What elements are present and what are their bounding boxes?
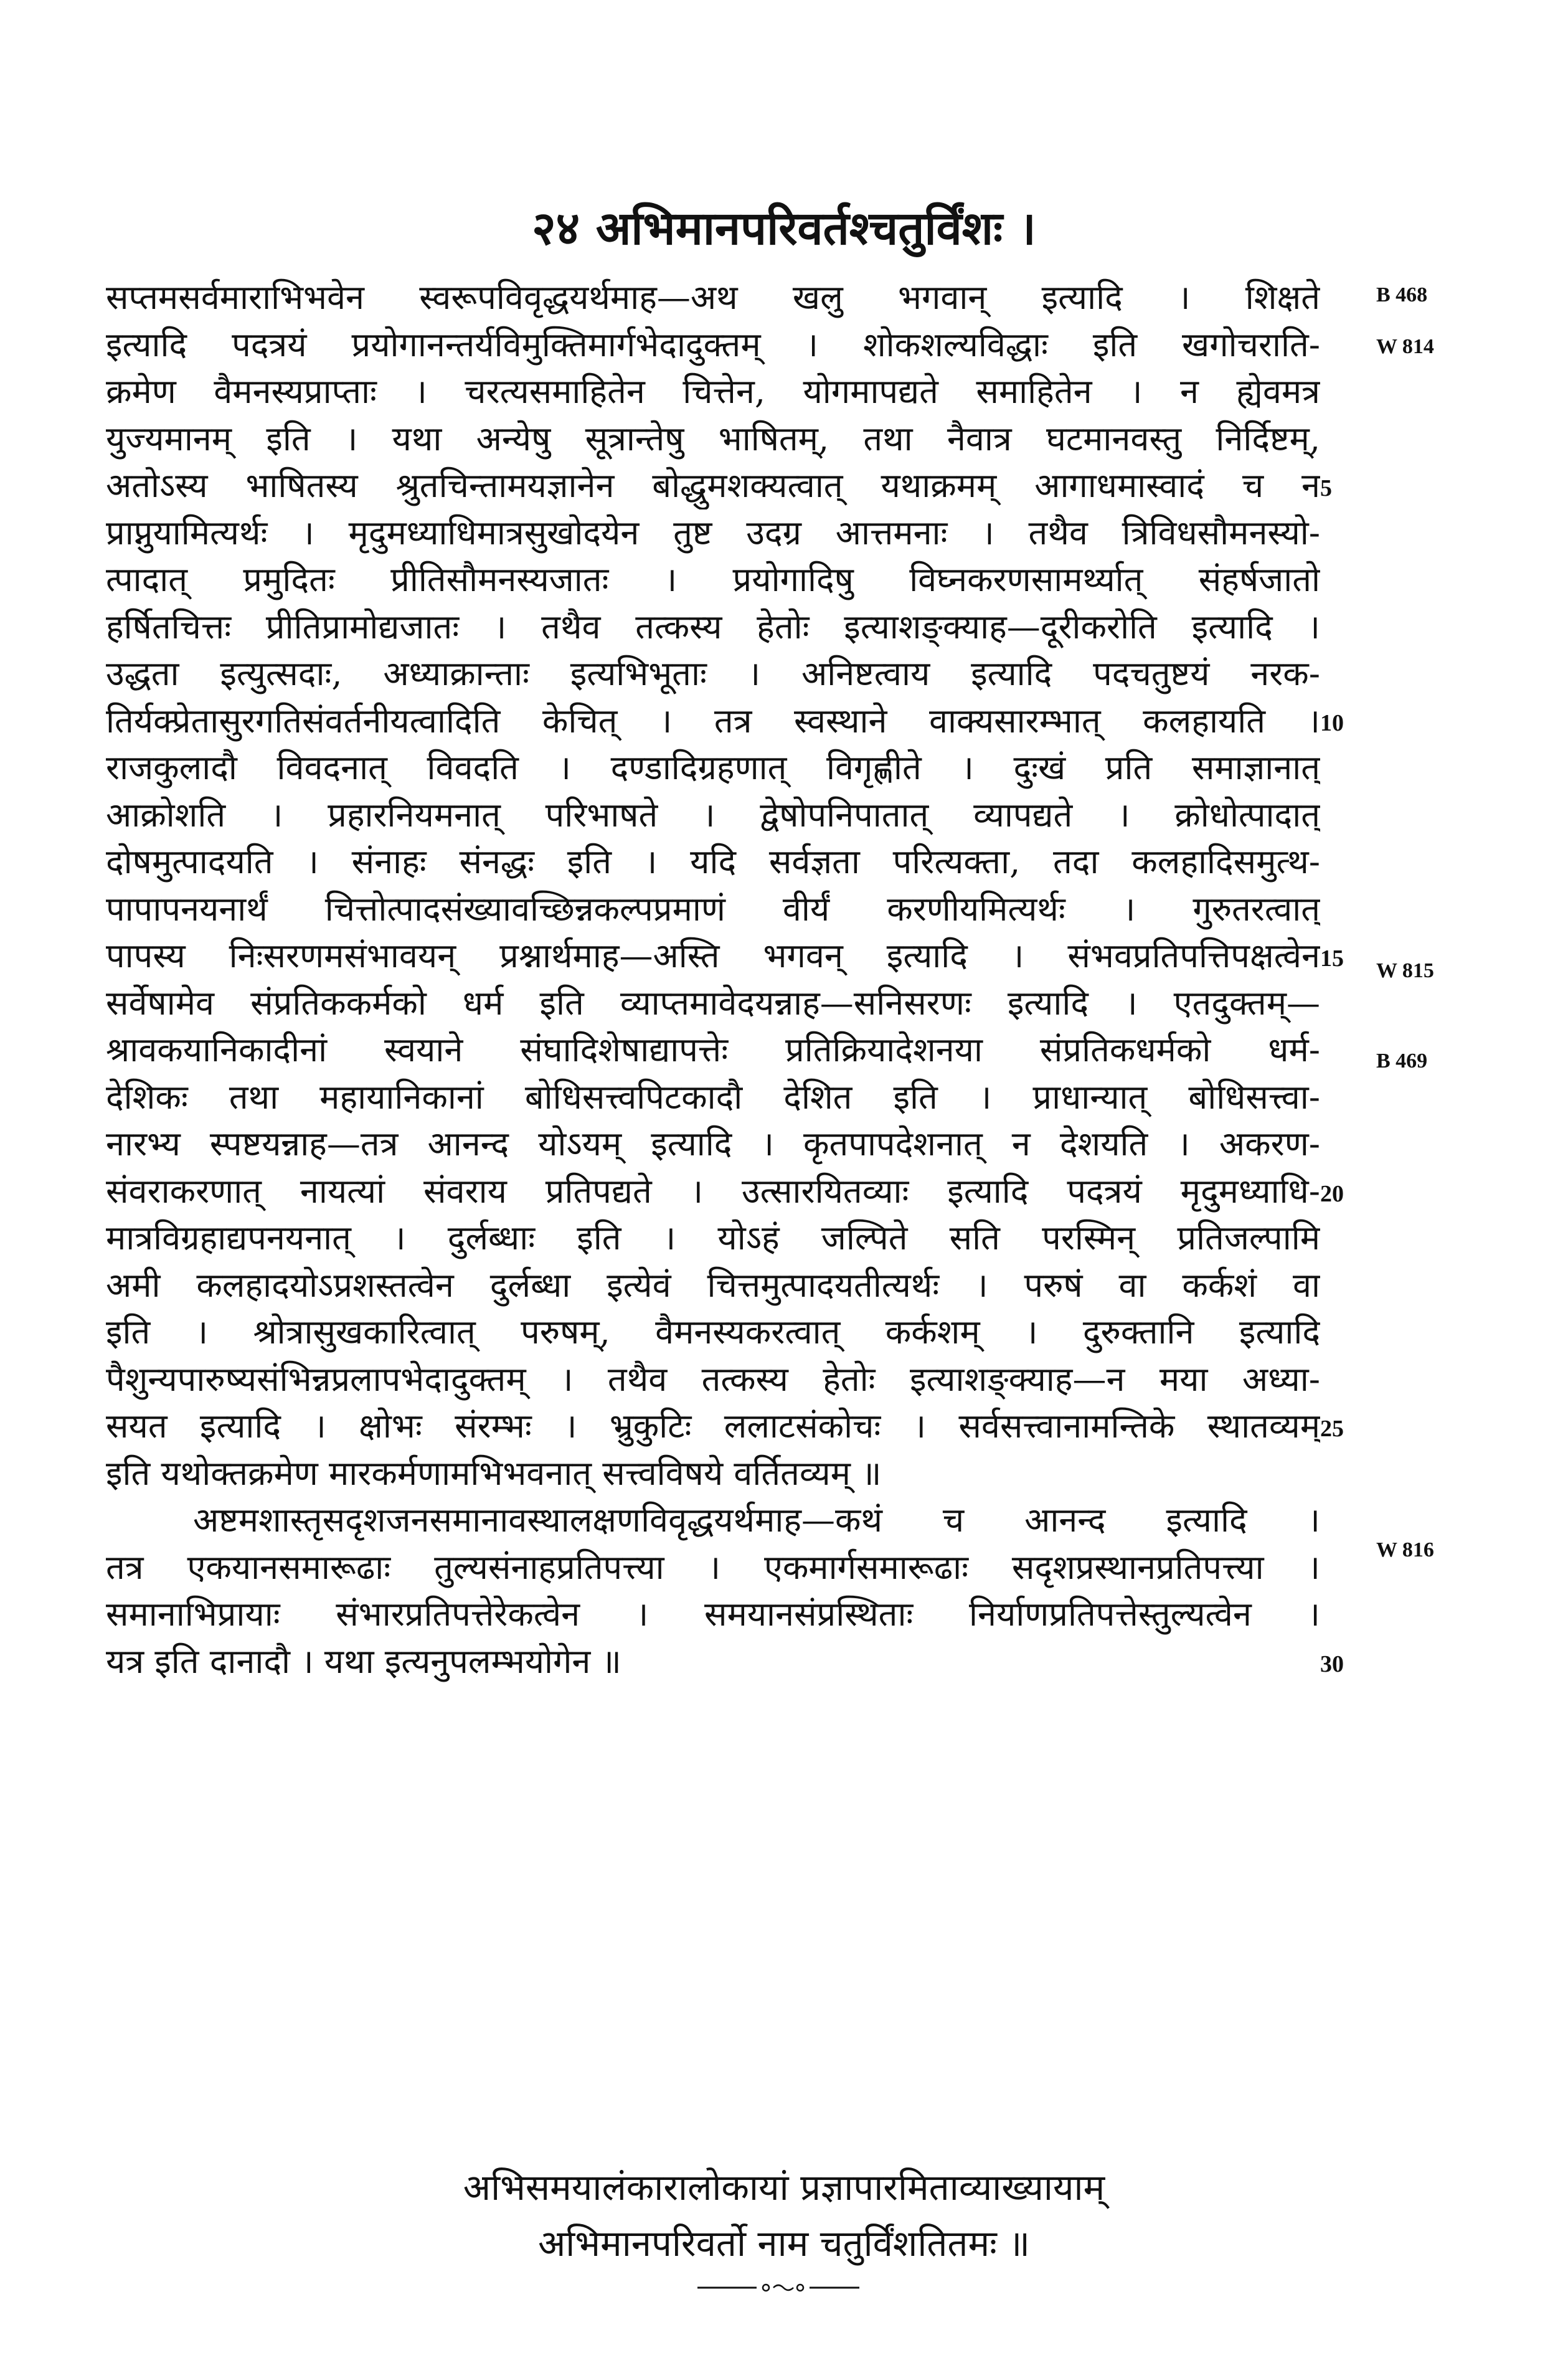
text-line: तिर्यक्प्रेतासुरगतिसंवर्तनीयत्वादिति केचित् । तत्र स्वस्थाने वाक्यसारम्भात् कलहायति । (106, 701, 1320, 741)
text-line: सर्वेषामेव संप्रतिककर्मको धर्म इति व्याप्तमावेदयन्नाह—सनिसरणः इत्यादि । एतदुक्तम्— (106, 983, 1320, 1023)
text-line: अमी कलहादयोऽप्रशस्तत्वेन दुर्लब्धा इत्येवं चित्तमुत्पादयतीत्यर्थः । परुषं वा कर्कशं वा (106, 1265, 1320, 1305)
text-line: त्पादात् प्रमुदितः प्रीतिसौमनस्यजातः । प्रयोगादिषु विघ्नकरणसामर्थ्यात् संहर्षजातो (106, 560, 1320, 599)
ornamental-rule (697, 2282, 859, 2293)
colophon-line: अभिसमयालंकारालोकायां प्रज्ञापारमिताव्याख्यायाम् (463, 2166, 1105, 2209)
line-number: 20 (1320, 1181, 1344, 1207)
text-line: हर्षितचित्तः प्रीतिप्रामोद्यजातः । तथैव तत्कस्य हेतोः इत्याशङ्क्याह—दूरीकरोति इत्यादि । (106, 607, 1320, 647)
text-line: अतोऽस्य भाषितस्य श्रुतचिन्तामयज्ञानेन बोद्धुमशक्यत्वात् यथाक्रमम् आगाधमास्वादं च न (106, 466, 1320, 505)
text-line: युज्यमानम् इति । यथा अन्येषु सूत्रान्तेषु भाषितम्, तथा नैवात्र घटमानवस्तु निर्दिष्टम्, (106, 419, 1320, 458)
chapter-heading: २४ अभिमानपरिवर्तश्चतुर्विंशः । (532, 202, 1036, 255)
text-line: इति यथोक्तक्रमेण मारकर्मणामभिभवनात् सत्त्वविषये वर्तितव्यम् ॥ (106, 1453, 882, 1493)
text-line: पापापनयनार्थं चित्तोत्पादसंख्यावच्छिन्नकल्पप्रमाणं वीर्यं करणीयमित्यर्थः । गुरुतरत्वात् (106, 889, 1320, 929)
text-line: राजकुलादौ विवदनात् विवदति । दण्डादिग्रहणात् विगृह्णीते । दुःखं प्रति समाज्ञानात् (106, 748, 1320, 787)
line-number: 10 (1320, 710, 1344, 736)
text-line: तत्र एकयानसमारूढाः तुल्यसंनाहप्रतिपत्त्या । एकमार्गसमारूढाः सदृशप्रस्थानप्रतिपत्त्या । (106, 1547, 1320, 1587)
body-text (106, 274, 1320, 1685)
text-line: सप्तमसर्वमाराभिभवेन स्वरूपविवृद्धयर्थमाह—अथ खलु भगवान् इत्यादि । शिक्षते (106, 278, 1320, 317)
colophon-line: अभिमानपरिवर्तो नाम चतुर्विंशतितमः ॥ (537, 2222, 1031, 2265)
text-line: इति । श्रोत्रासुखकारित्वात् परुषम्, वैमनस्यकरत्वात् कर्कशम् । दुरुक्तानि इत्यादि (106, 1312, 1320, 1352)
margin-reference: W 816 (1376, 1538, 1434, 1561)
line-number: 15 (1320, 945, 1344, 972)
text-line: पापस्य निःसरणमसंभावयन् प्रश्नार्थमाह—अस्ति भगवन् इत्यादि । संभवप्रतिपत्तिपक्षत्वेन (106, 936, 1320, 975)
text-line: प्राप्नुयामित्यर्थः । मृदुमध्याधिमात्रसुखोदयेन तुष्ट उदग्र आत्तमनाः । तथैव त्रिविधसौमनस्यो- (106, 513, 1320, 552)
text-line: समानाभिप्रायाः संभारप्रतिपत्तेरेकत्वेन । समयानसंप्रस्थिताः निर्याणप्रतिपत्तेस्तुल्यत्वेन । (106, 1594, 1320, 1634)
text-line: यत्र इति दानादौ । यथा इत्यनुपलम्भयोगेन ॥ (106, 1641, 621, 1681)
text-line: श्रावकयानिकादीनां स्वयाने संघादिशेषाद्यापत्तेः प्रतिक्रियादेशनया संप्रतिकधर्मको धर्म- (106, 1030, 1320, 1069)
text-line: दोषमुत्पादयति । संनाहः संनद्धः इति । यदि सर्वज्ञता परित्यक्ता, तदा कलहादिसमुत्थ- (106, 842, 1320, 881)
text-line: संवराकरणात् नायत्यां संवराय प्रतिपद्यते । उत्सारयितव्याः इत्यादि पदत्रयं मृदुमध्याधि- (106, 1171, 1320, 1211)
line-number: 5 (1320, 475, 1332, 501)
text-line: पैशुन्यपारुष्यसंभिन्नप्रलापभेदादुक्तम् । तथैव तत्कस्य हेतोः इत्याशङ्क्याह—न मया अध्या- (106, 1359, 1320, 1399)
margin-reference: W 815 (1376, 959, 1434, 982)
text-line: अष्टमशास्तृसदृशजनसमानावस्थालक्षणविवृद्धयर्थमाह—कथं च आनन्द इत्यादि । (193, 1500, 1320, 1540)
text-line: मात्रविग्रहाद्यपनयनात् । दुर्लब्धाः इति । योऽहं जल्पिते सति परस्मिन् प्रतिजल्पामि (106, 1218, 1320, 1258)
text-line: देशिकः तथा महायानिकानां बोधिसत्त्वपिटकादौ देशित इति । प्राधान्यात् बोधिसत्त्वा- (106, 1077, 1320, 1117)
text-line: नारभ्य स्पष्टयन्नाह—तत्र आनन्द योऽयम् इत्यादि । कृतपापदेशनात् न देशयति । अकरण- (106, 1124, 1320, 1163)
text-line: आक्रोशति । प्रहारनियमनात् परिभाषते । द्वेषोपनिपातात् व्यापद्यते । क्रोधोत्पादात् (106, 795, 1320, 835)
text-line: उद्धता इत्युत्सदाः, अध्याक्रान्ताः इत्यभिभूताः । अनिष्टत्वाय इत्यादि पदचतुष्टयं नरक- (106, 654, 1320, 693)
margin-reference: B 468 (1376, 283, 1428, 306)
text-line: सयत इत्यादि । क्षोभः संरम्भः । भ्रुकुटिः ललाटसंकोचः । सर्वसत्त्वानामन्तिके स्थातव्यम् (106, 1406, 1320, 1446)
text-line: क्रमेण वैमनस्यप्राप्ताः । चरत्यसमाहितेन चित्तेन, योगमापद्यते समाहितेन । न ह्येवमत्र (106, 372, 1320, 411)
margin-reference: W 814 (1376, 335, 1434, 358)
margin-reference: B 469 (1376, 1049, 1428, 1073)
line-number: 30 (1320, 1651, 1344, 1677)
text-line: इत्यादि पदत्रयं प्रयोगानन्तर्यविमुक्तिमार्गभेदादुक्तम् । शोकशल्यविद्धाः इति खगोचराति- (106, 324, 1320, 364)
line-number: 25 (1320, 1416, 1344, 1442)
